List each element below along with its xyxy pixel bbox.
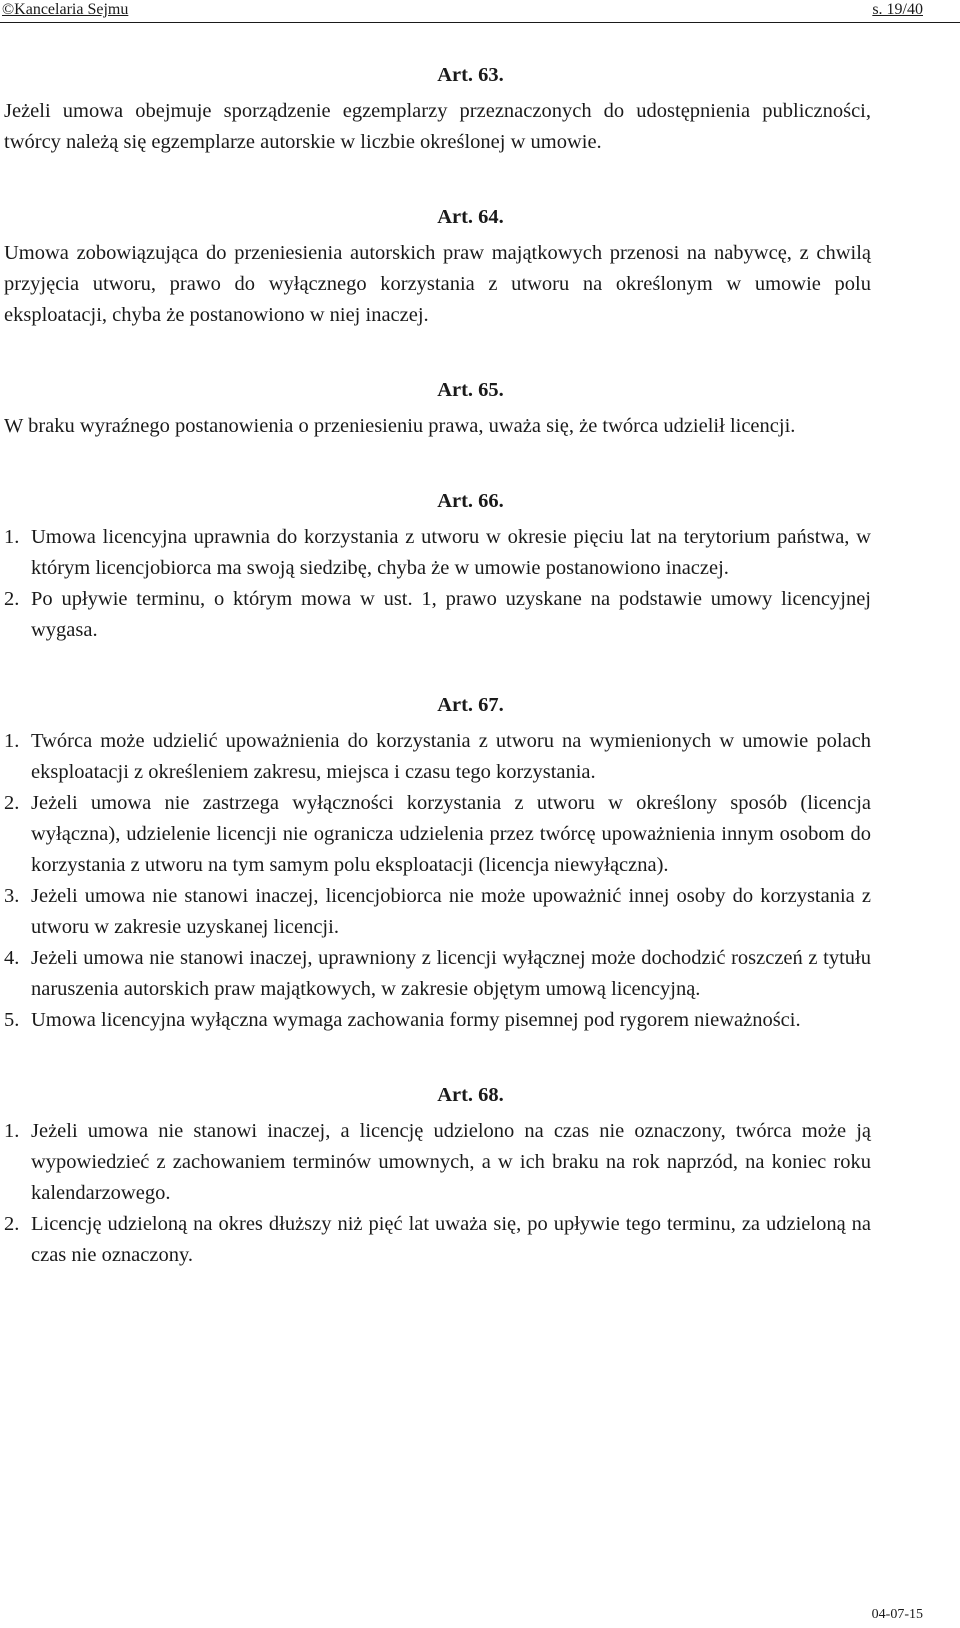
header-publisher: ©Kancelaria Sejmu: [2, 1, 129, 18]
document-body: [0, 60, 871, 1271]
article-64-title: Art. 64.: [437, 206, 504, 228]
paragraph-text: Jeżeli umowa nie stanowi inaczej, licencjobiorca nie może upoważnić innej osoby do korzystania z utworu w zakresie uzyskanej licencji.: [31, 885, 871, 938]
paragraph-number: 4.: [4, 947, 20, 969]
paragraph-text: Jeżeli umowa nie zastrzega wyłączności korzystania z utworu w określony sposób (licencja wyłączna), udzielenie licencji nie ogranicza udzielenia przez twórcę upoważnienia innym osobom do korzystania z utworu na tym samym polu eksploatacji (licencja niewyłączna).: [31, 792, 871, 876]
paragraph-number: 3.: [4, 885, 20, 907]
article-64-text: Umowa zobowiązująca do przeniesienia autorskich praw majątkowych przenosi na nabywcę, z chwilą przyjęcia utworu, prawo do wyłącznego korzystania z utworu na określonym w umowie polu eksploatacji, chyba że postanowiono w niej inaczej.: [4, 242, 871, 326]
paragraph-text: Jeżeli umowa nie stanowi inaczej, uprawniony z licencji wyłącznej może dochodzić roszczeń z tytułu naruszenia autorskich praw majątkowych, w zakresie objętym umową licencyjną.: [31, 947, 871, 1000]
article-68-paragraph-1: [0, 1116, 871, 1209]
article-67-paragraph-1: [0, 726, 871, 788]
article-67-paragraph-2: [0, 788, 871, 881]
header-page-number: s. 19/40: [872, 1, 923, 18]
article-66-title: Art. 66.: [437, 490, 504, 512]
paragraph-number: 2.: [4, 1213, 20, 1235]
paragraph-number: 2.: [4, 588, 20, 610]
paragraph-number: 2.: [4, 792, 20, 814]
paragraph-number: 5.: [4, 1009, 20, 1031]
paragraph-text: Twórca może udzielić upoważnienia do korzystania z utworu na wymienionych w umowie polach eksploatacji z określeniem zakresu, miejsca i czasu tego korzystania.: [31, 730, 871, 783]
article-68-title: Art. 68.: [437, 1084, 504, 1106]
article-63-title: Art. 63.: [437, 64, 504, 86]
article-67-title: Art. 67.: [437, 694, 504, 716]
paragraph-number: 1.: [4, 730, 20, 752]
article-67-paragraph-5: [0, 1005, 871, 1036]
paragraph-text: Licencję udzieloną na okres dłuższy niż pięć lat uważa się, po upływie tego terminu, za udzieloną na czas nie oznaczony.: [31, 1213, 871, 1266]
article-63-text: Jeżeli umowa obejmuje sporządzenie egzemplarzy przeznaczonych do udostępnienia publiczności, twórcy należą się egzemplarze autorskie w liczbie określonej w umowie.: [4, 100, 871, 153]
article-67-paragraph-4: [0, 943, 871, 1005]
paragraph-text: Umowa licencyjna wyłączna wymaga zachowania formy pisemnej pod rygorem nieważności.: [31, 1009, 801, 1031]
paragraph-text: Jeżeli umowa nie stanowi inaczej, a licencję udzielono na czas nie oznaczony, twórca może ją wypowiedzieć z zachowaniem terminów umownych, a w ich braku na rok naprzód, na koniec roku kalendarzowego.: [31, 1120, 871, 1204]
article-65-text: W braku wyraźnego postanowienia o przeniesieniu prawa, uważa się, że twórca udzielił licencji.: [4, 415, 796, 437]
paragraph-text: Umowa licencyjna uprawnia do korzystania z utworu w okresie pięciu lat na terytorium państwa, w którym licencjobiorca ma swoją siedzibę, chyba że w umowie postanowiono inaczej.: [31, 526, 871, 579]
article-66-paragraph-1: [0, 522, 871, 584]
article-65-title: Art. 65.: [437, 379, 504, 401]
paragraph-text: Po upływie terminu, o którym mowa w ust. 1, prawo uzyskane na podstawie umowy licencyjnej wygasa.: [31, 588, 871, 641]
article-68-paragraph-2: [0, 1209, 871, 1271]
header-divider: [0, 22, 960, 23]
paragraph-number: 1.: [4, 526, 20, 548]
article-66-paragraph-2: [0, 584, 871, 646]
article-67-paragraph-3: [0, 881, 871, 943]
footer-date: 04-07-15: [871, 1607, 923, 1622]
paragraph-number: 1.: [4, 1120, 20, 1142]
page-header: [0, 0, 960, 24]
